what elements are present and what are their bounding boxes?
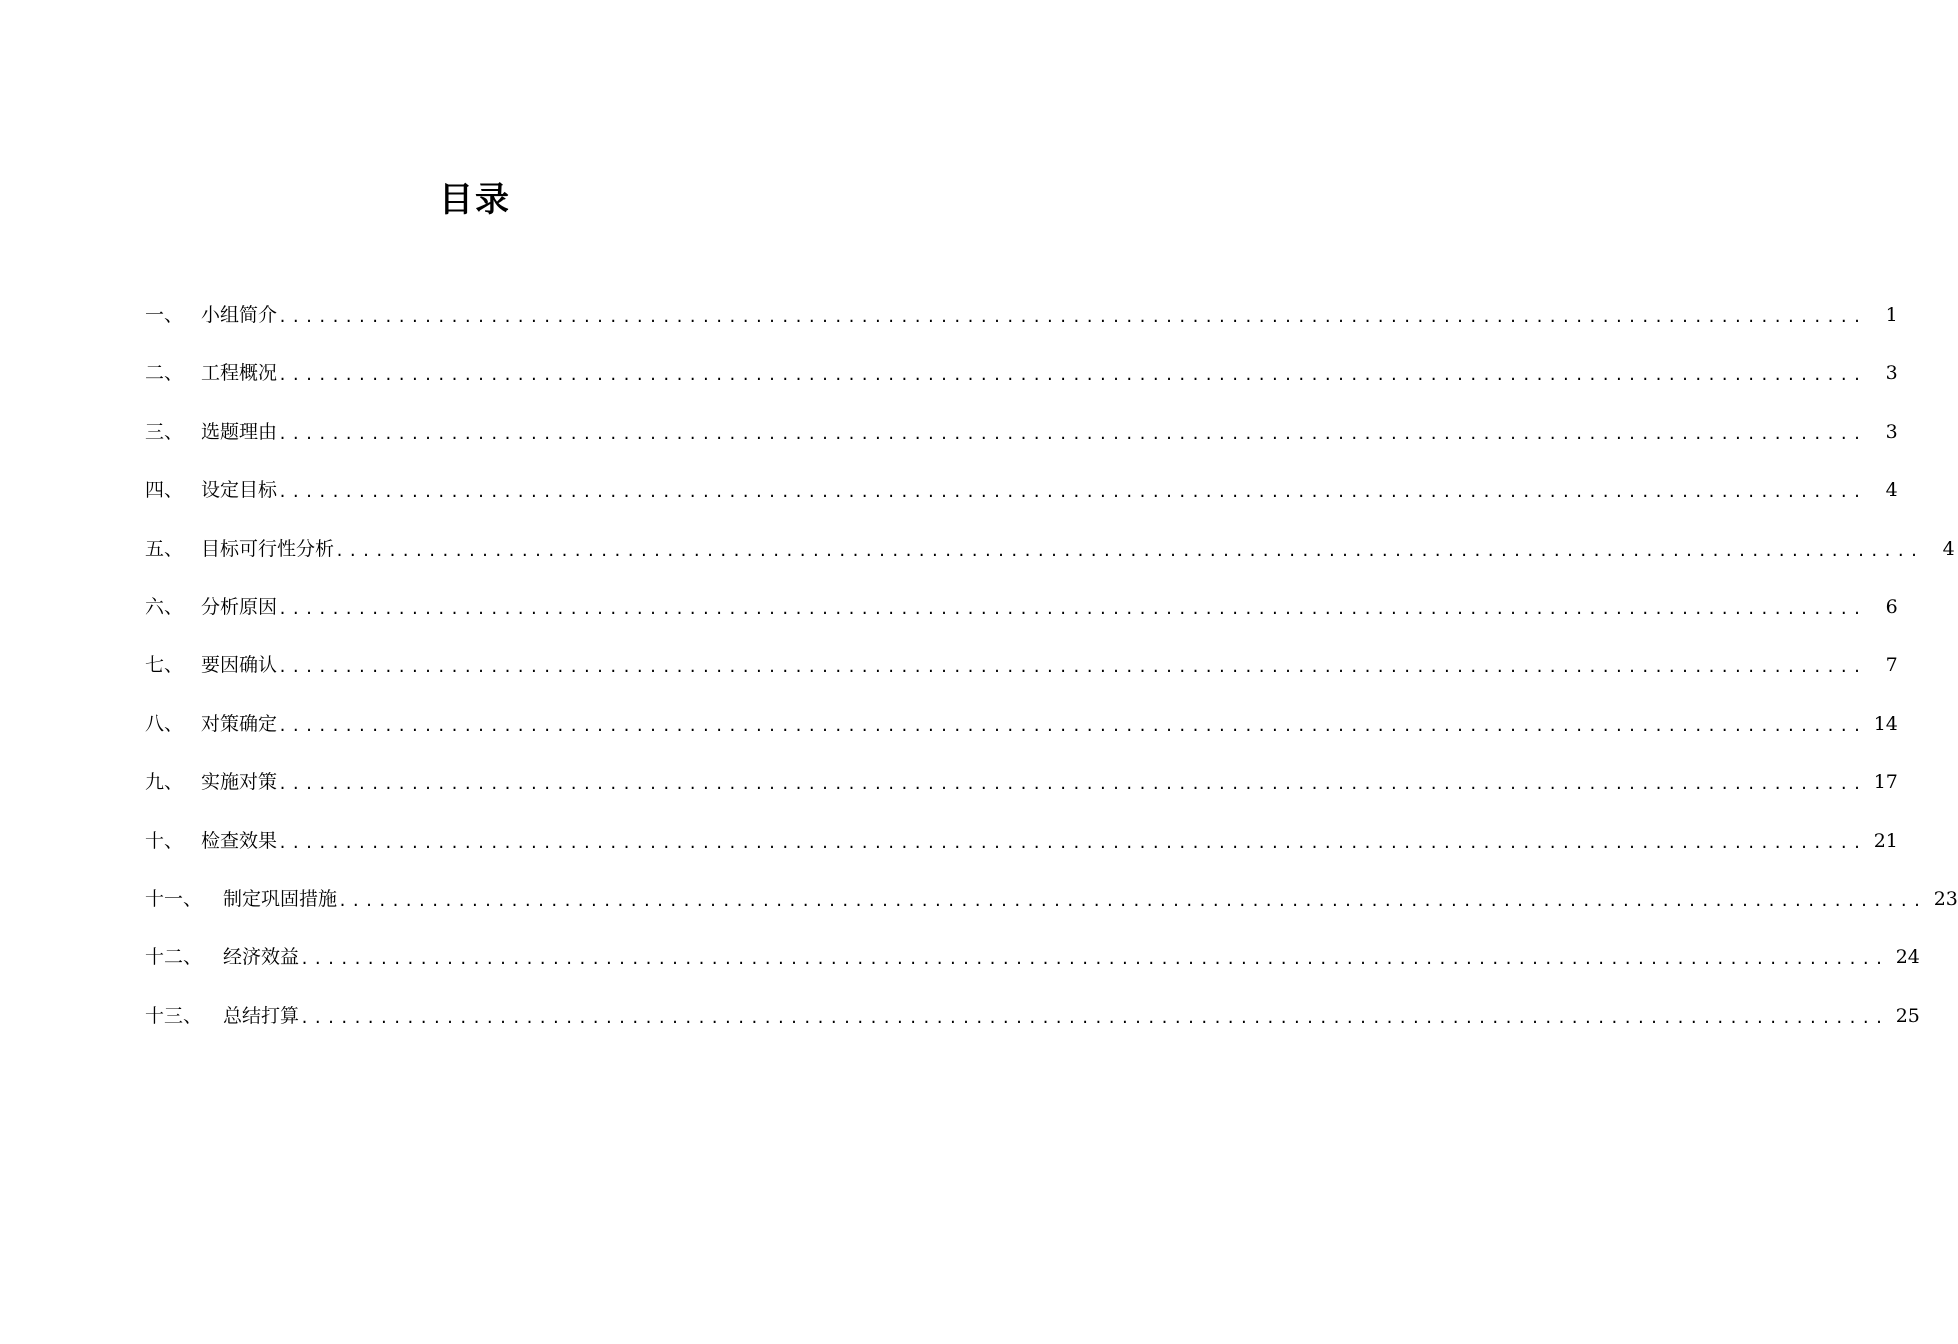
toc-entry-title: 总结打算	[223, 1004, 300, 1027]
toc-entry-page: 21	[1873, 829, 1898, 852]
dot-leader: ........................................................................................................................	[278, 424, 1866, 443]
toc-entry-number: 八、	[145, 712, 184, 735]
toc-entry-title: 小组简介	[201, 304, 278, 326]
dot-leader: ........................................................................................................................	[278, 599, 1866, 618]
toc-entry-title: 实施对策	[201, 771, 278, 794]
toc-entry-title: 检查效果	[201, 829, 278, 852]
toc-entry-title: 要因确认	[201, 654, 278, 677]
dot-leader: ........................................................................................................................	[300, 950, 1888, 969]
toc-entry-page: 17	[1873, 771, 1898, 794]
toc-entry-page: 7	[1885, 654, 1898, 677]
toc-entry-number: 二、	[145, 362, 184, 385]
toc-entry	[145, 763, 1898, 821]
toc-entry-number: 十三、	[145, 1004, 203, 1027]
dot-leader: ........................................................................................................................	[278, 716, 1866, 735]
dot-leader: ........................................................................................................................	[278, 308, 1866, 326]
dot-leader: ........................................................................................................................	[278, 658, 1866, 677]
toc-entry-number: 十一、	[145, 887, 203, 910]
toc-entry	[145, 471, 1898, 529]
toc-entry-number: 五、	[145, 537, 184, 560]
dot-leader: ........................................................................................................................	[278, 775, 1866, 794]
toc-entry-title: 目标可行性分析	[201, 537, 335, 560]
dot-leader: ........................................................................................................................	[278, 833, 1866, 852]
toc-entry-page: 6	[1885, 595, 1898, 618]
toc-entry	[145, 938, 1920, 996]
toc-entry-title: 工程概况	[201, 362, 278, 385]
toc-entry-title: 经济效益	[223, 946, 300, 969]
toc-entry	[145, 354, 1898, 412]
toc-entry-page: 25	[1895, 1004, 1920, 1027]
page-title: 目录	[439, 180, 511, 220]
dot-leader: ........................................................................................................................	[335, 541, 1923, 560]
toc-entry-title: 设定目标	[201, 479, 278, 502]
dot-leader: ........................................................................................................................	[300, 1008, 1888, 1027]
toc-entry-number: 六、	[145, 595, 184, 618]
toc-entry-number: 九、	[145, 771, 184, 794]
toc-entry	[145, 530, 1955, 588]
toc-entry	[145, 646, 1898, 704]
toc-entry	[145, 822, 1898, 880]
toc-entry	[145, 588, 1898, 646]
dot-leader: ........................................................................................................................	[278, 366, 1866, 385]
toc-entry-page: 4	[1885, 479, 1898, 502]
toc-entry-number: 十二、	[145, 946, 203, 969]
toc-entry-page: 14	[1873, 712, 1898, 735]
toc-entry-title: 对策确定	[201, 712, 278, 735]
toc-entry-page: 1	[1885, 304, 1898, 326]
toc-entry-number: 七、	[145, 654, 184, 677]
table-of-contents	[145, 296, 1958, 1055]
toc-entry-page: 24	[1895, 946, 1920, 969]
toc-entry	[145, 880, 1958, 938]
toc-entry	[145, 413, 1898, 471]
toc-entry-title: 选题理由	[201, 420, 278, 443]
toc-entry	[145, 705, 1898, 763]
dot-leader: ........................................................................................................................	[338, 891, 1926, 910]
toc-entry-number: 一、	[145, 304, 184, 326]
toc-entry-title: 制定巩固措施	[223, 887, 338, 910]
toc-entry-page: 4	[1942, 537, 1955, 560]
toc-entry-number: 三、	[145, 420, 184, 443]
toc-entry	[145, 296, 1898, 354]
toc-entry	[145, 997, 1920, 1055]
dot-leader: ........................................................................................................................	[278, 483, 1866, 502]
toc-entry-page: 3	[1885, 420, 1898, 443]
toc-entry-page: 23	[1933, 887, 1958, 910]
toc-entry-number: 四、	[145, 479, 184, 502]
toc-entry-title: 分析原因	[201, 595, 278, 618]
toc-entry-page: 3	[1885, 362, 1898, 385]
toc-entry-number: 十、	[145, 829, 184, 852]
